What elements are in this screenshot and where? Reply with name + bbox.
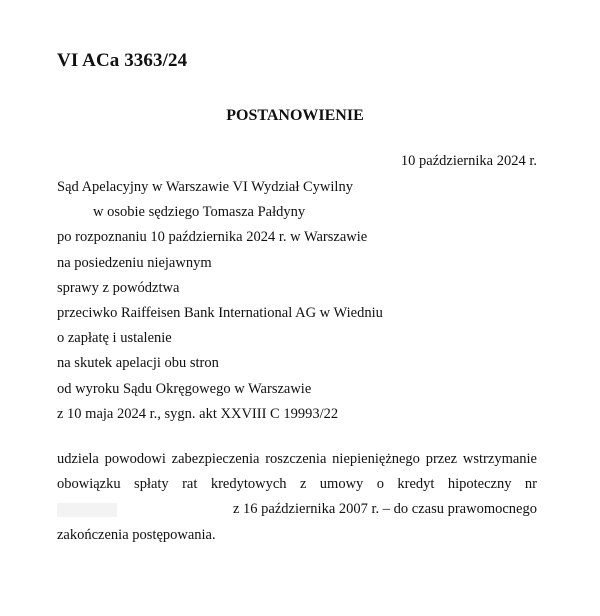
ruling-paragraph xyxy=(57,447,537,548)
ruling-line-1: udziela powodowi zabezpieczenia roszczenia niepieniężnego przez wstrzymanie xyxy=(57,451,537,467)
ruling-line-2: obowiązku spłaty rat kredytowych z umowy o kredyt hipoteczny nr xyxy=(57,476,537,493)
case-number: VI ACa 3363/24 xyxy=(57,50,188,71)
ruling-line-3-row xyxy=(57,497,537,522)
document-date: 10 października 2024 r. xyxy=(400,153,537,169)
redacted-area xyxy=(57,503,117,517)
subject-line: o zapłatę i ustalenie xyxy=(57,330,172,347)
lower-court-line: od wyroku Sądu Okręgowego w Warszawie xyxy=(57,380,312,397)
case-details xyxy=(57,175,383,427)
ruling-line-3-wrapper xyxy=(57,497,537,522)
judge-line: w osobie sędziego Tomasza Pałdyny xyxy=(93,204,306,221)
defendant-line: przeciwko Raiffeisen Bank International AG w Wiedniu xyxy=(57,304,383,321)
ruling-line-4: zakończenia postępowania. xyxy=(57,526,216,543)
court-line: Sąd Apelacyjny w Warszawie VI Wydział Cywilny xyxy=(57,179,353,195)
session-type-line: na posiedzeniu niejawnym xyxy=(57,254,212,271)
claimant-line: sprawy z powództwa xyxy=(57,279,180,296)
appeal-line: na skutek apelacji obu stron xyxy=(57,355,219,372)
ruling-line-3: z 16 października 2007 r. – do czasu prawomocnego xyxy=(233,501,537,518)
judgment-reference-line: z 10 maja 2024 r., sygn. akt XXVIII C 19993/22 xyxy=(57,405,339,422)
hearing-date-line: po rozpoznaniu 10 października 2024 r. w Warszawie xyxy=(57,229,368,246)
document-title: POSTANOWIENIE xyxy=(226,107,364,124)
